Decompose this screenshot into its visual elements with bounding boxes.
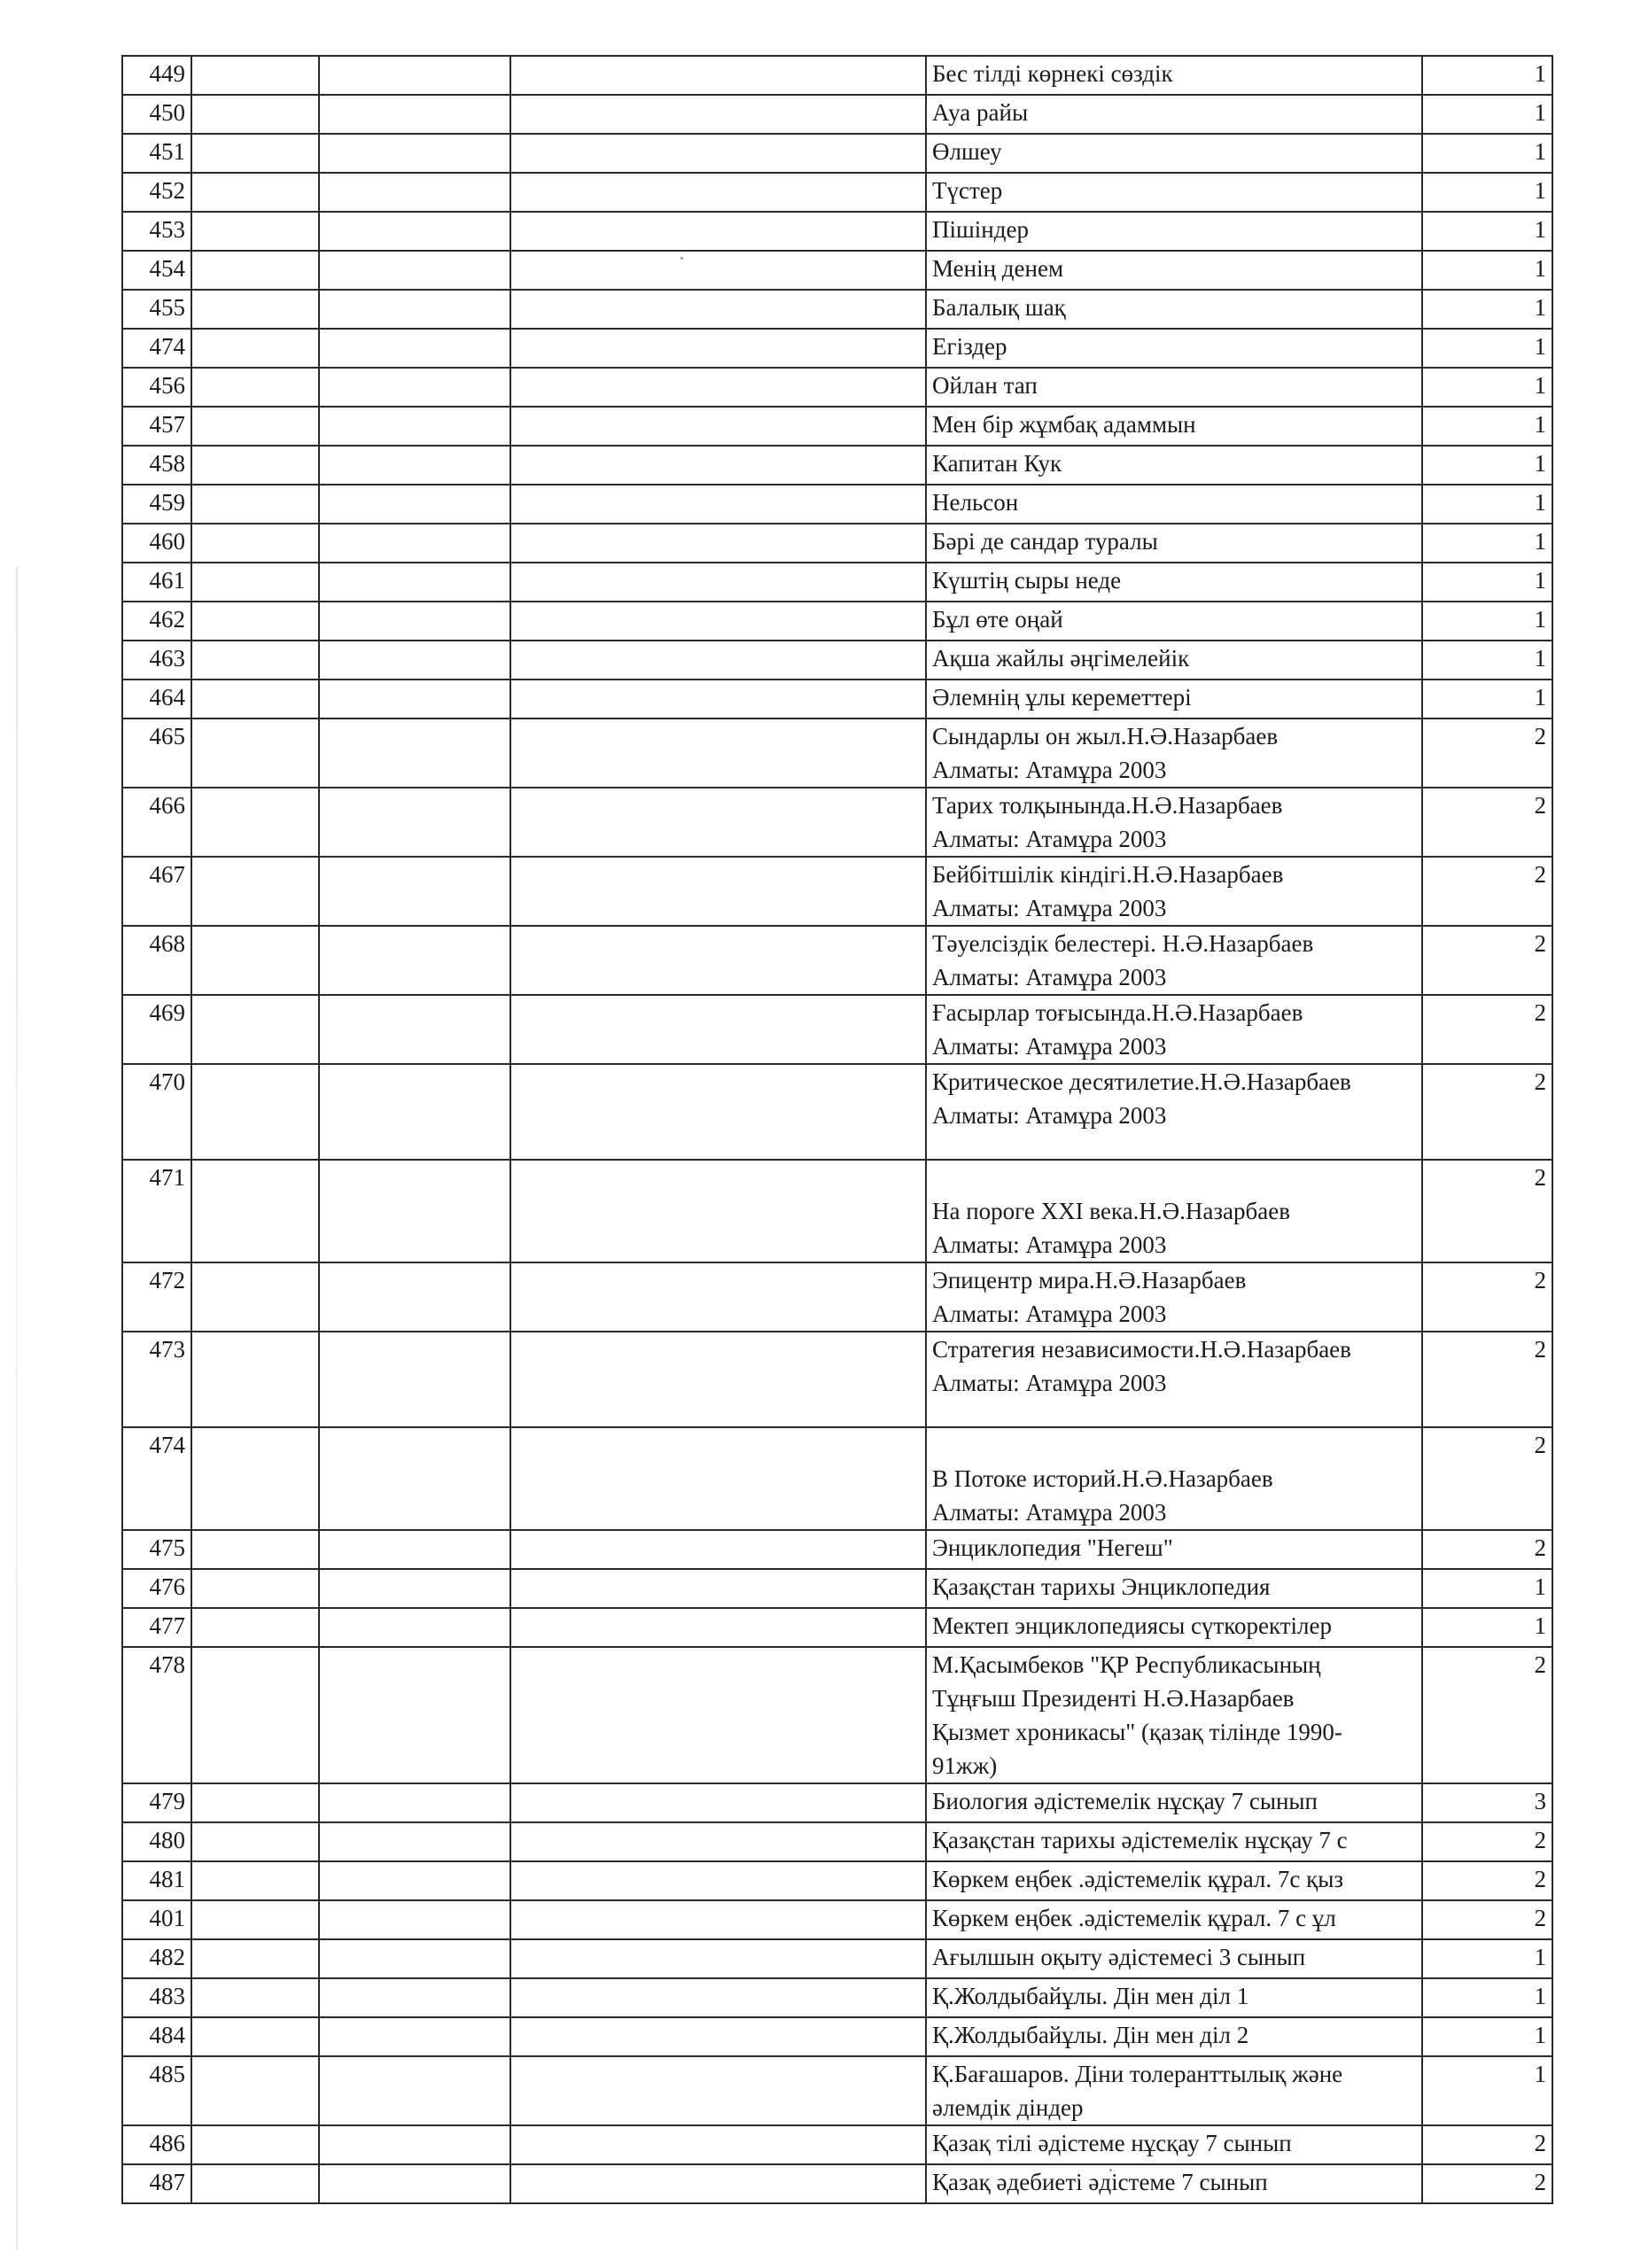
table-row: [122, 173, 1552, 212]
table-row: [122, 680, 1552, 718]
empty-cell-c: [319, 1783, 510, 1822]
row-number: 468: [122, 926, 191, 995]
row-number: 455: [122, 290, 191, 329]
empty-cell-c: [319, 2056, 510, 2125]
book-title: Бейбітшілік кіндігі.Н.Ә.Назарбаев Алматы: Атамұра 2003: [926, 857, 1422, 926]
empty-cell-c: [319, 788, 510, 857]
row-number: 458: [122, 446, 191, 485]
book-quantity: 1: [1422, 641, 1552, 680]
row-number: 469: [122, 995, 191, 1064]
empty-cell-c: [319, 641, 510, 680]
empty-cell-d: [510, 1160, 926, 1262]
empty-cell-b: [191, 926, 319, 995]
row-number: 463: [122, 641, 191, 680]
book-quantity: 1: [1422, 680, 1552, 718]
empty-cell-c: [319, 1900, 510, 1939]
book-quantity: 1: [1422, 368, 1552, 407]
empty-cell-d: [510, 1530, 926, 1569]
table-row: [122, 1332, 1552, 1427]
table-row: [122, 1939, 1552, 1978]
book-title: Мен бір жұмбақ адаммын: [926, 407, 1422, 446]
empty-cell-d: [510, 718, 926, 788]
row-number: 462: [122, 602, 191, 641]
table-row: [122, 1160, 1552, 1262]
table-row: [122, 2125, 1552, 2164]
book-inventory-sheet: [121, 55, 1552, 2204]
empty-cell-c: [319, 718, 510, 788]
empty-cell-d: [510, 2017, 926, 2056]
empty-cell-d: [510, 2056, 926, 2125]
book-title: Бес тілді көрнекі сөздік: [926, 56, 1422, 95]
book-title: Қазақстан тарихы Энциклопедия: [926, 1569, 1422, 1608]
book-title: Ойлан тап: [926, 368, 1422, 407]
empty-cell-b: [191, 718, 319, 788]
book-quantity: 2: [1422, 1900, 1552, 1939]
table-row: [122, 2164, 1552, 2203]
empty-cell-c: [319, 1608, 510, 1647]
row-number: 478: [122, 1647, 191, 1783]
empty-cell-c: [319, 2125, 510, 2164]
empty-cell-d: [510, 788, 926, 857]
empty-cell-d: [510, 926, 926, 995]
book-title: Қ.Бағашаров. Діни толеранттылық және әлемдік діндер: [926, 2056, 1422, 2125]
book-title: В Потоке историй.Н.Ә.Назарбаев Алматы: Атамұра 2003: [926, 1427, 1422, 1530]
empty-cell-d: [510, 95, 926, 134]
table-row: [122, 1783, 1552, 1822]
book-quantity: 1: [1422, 602, 1552, 641]
empty-cell-c: [319, 680, 510, 718]
row-number: 475: [122, 1530, 191, 1569]
table-row: [122, 718, 1552, 788]
book-title: Көркем еңбек .әдістемелік құрал. 7с қыз: [926, 1861, 1422, 1900]
book-quantity: 1: [1422, 2017, 1552, 2056]
book-quantity: 2: [1422, 857, 1552, 926]
table-row: [122, 134, 1552, 173]
book-quantity: 2: [1422, 788, 1552, 857]
empty-cell-d: [510, 1939, 926, 1978]
book-quantity: 1: [1422, 2056, 1552, 2125]
empty-cell-d: [510, 1900, 926, 1939]
book-title: Стратегия независимости.Н.Ә.Назарбаев Алматы: Атамұра 2003: [926, 1332, 1422, 1427]
book-title: Тарих толқынында.Н.Ә.Назарбаев Алматы: Атамұра 2003: [926, 788, 1422, 857]
book-quantity: 2: [1422, 1064, 1552, 1160]
empty-cell-c: [319, 1262, 510, 1332]
row-number: 476: [122, 1569, 191, 1608]
book-title: Қазақстан тарихы әдістемелік нұсқау 7 с: [926, 1822, 1422, 1861]
empty-cell-c: [319, 368, 510, 407]
empty-cell-c: [319, 485, 510, 524]
empty-cell-b: [191, 1332, 319, 1427]
table-row: [122, 407, 1552, 446]
row-number: 470: [122, 1064, 191, 1160]
table-row: [122, 524, 1552, 563]
empty-cell-c: [319, 290, 510, 329]
empty-cell-b: [191, 1939, 319, 1978]
empty-cell-c: [319, 926, 510, 995]
empty-cell-c: [319, 212, 510, 251]
empty-cell-b: [191, 329, 319, 368]
empty-cell-b: [191, 407, 319, 446]
book-quantity: 1: [1422, 1978, 1552, 2017]
table-row: [122, 1900, 1552, 1939]
book-title: Критическое десятилетие.Н.Ә.Назарбаев Алматы: Атамұра 2003: [926, 1064, 1422, 1160]
book-title: На пороге XXI века.Н.Ә.Назарбаев Алматы: Атамұра 2003: [926, 1160, 1422, 1262]
empty-cell-c: [319, 1978, 510, 2017]
empty-cell-b: [191, 2056, 319, 2125]
empty-cell-b: [191, 788, 319, 857]
row-number: 459: [122, 485, 191, 524]
book-title: Қ.Жолдыбайұлы. Дін мен діл 2: [926, 2017, 1422, 2056]
empty-cell-c: [319, 524, 510, 563]
empty-cell-d: [510, 2164, 926, 2203]
book-quantity: 2: [1422, 1861, 1552, 1900]
book-quantity: 2: [1422, 718, 1552, 788]
book-title: Сындарлы он жыл.Н.Ә.Назарбаев Алматы: Атамұра 2003: [926, 718, 1422, 788]
book-title: Менің денем: [926, 251, 1422, 290]
book-quantity: 2: [1422, 1332, 1552, 1427]
book-title: Күштің сыры неде: [926, 563, 1422, 602]
book-quantity: 2: [1422, 926, 1552, 995]
book-quantity: 3: [1422, 1783, 1552, 1822]
table-row: [122, 95, 1552, 134]
empty-cell-b: [191, 1978, 319, 2017]
row-number: 487: [122, 2164, 191, 2203]
empty-cell-d: [510, 602, 926, 641]
book-title: Ақша жайлы әңгімелейік: [926, 641, 1422, 680]
row-number: 454: [122, 251, 191, 290]
row-number: 473: [122, 1332, 191, 1427]
empty-cell-c: [319, 1530, 510, 1569]
row-number: 401: [122, 1900, 191, 1939]
row-number: 465: [122, 718, 191, 788]
empty-cell-c: [319, 563, 510, 602]
book-title: Ауа райы: [926, 95, 1422, 134]
empty-cell-d: [510, 1861, 926, 1900]
book-title: Ағылшын оқыту әдістемесі 3 сынып: [926, 1939, 1422, 1978]
empty-cell-b: [191, 1822, 319, 1861]
book-quantity: 2: [1422, 1822, 1552, 1861]
book-title: Әлемнің ұлы кереметтері: [926, 680, 1422, 718]
empty-cell-c: [319, 1861, 510, 1900]
book-title: Көркем еңбек .әдістемелік құрал. 7 с ұл: [926, 1900, 1422, 1939]
empty-cell-d: [510, 563, 926, 602]
book-quantity: 2: [1422, 1427, 1552, 1530]
book-title: Мектеп энциклопедиясы сүткоректілер: [926, 1608, 1422, 1647]
row-number: 474: [122, 1427, 191, 1530]
book-quantity: 1: [1422, 407, 1552, 446]
empty-cell-b: [191, 134, 319, 173]
empty-cell-d: [510, 524, 926, 563]
book-quantity: 1: [1422, 56, 1552, 95]
table-row: [122, 56, 1552, 95]
empty-cell-b: [191, 1569, 319, 1608]
empty-cell-d: [510, 290, 926, 329]
empty-cell-d: [510, 857, 926, 926]
empty-cell-b: [191, 2164, 319, 2203]
book-quantity: 2: [1422, 2125, 1552, 2164]
row-number: 486: [122, 2125, 191, 2164]
book-quantity: 2: [1422, 1647, 1552, 1783]
table-row: [122, 290, 1552, 329]
book-quantity: 1: [1422, 173, 1552, 212]
book-title: Энциклопедия "Негеш": [926, 1530, 1422, 1569]
book-title: Егіздер: [926, 329, 1422, 368]
empty-cell-b: [191, 1900, 319, 1939]
row-number: 482: [122, 1939, 191, 1978]
book-title: М.Қасымбеков "ҚР Республикасының Тұңғыш Президенті Н.Ә.Назарбаев Қызмет хроникасы" (қазақ тілінде 1990- 91жж): [926, 1647, 1422, 1783]
book-title: Балалық шақ: [926, 290, 1422, 329]
empty-cell-b: [191, 1530, 319, 1569]
row-number: 450: [122, 95, 191, 134]
book-quantity: 2: [1422, 1530, 1552, 1569]
row-number: 479: [122, 1783, 191, 1822]
empty-cell-b: [191, 641, 319, 680]
empty-cell-c: [319, 1332, 510, 1427]
table-row: [122, 1978, 1552, 2017]
book-quantity: 1: [1422, 1569, 1552, 1608]
empty-cell-b: [191, 485, 319, 524]
table-row: [122, 1064, 1552, 1160]
empty-cell-b: [191, 368, 319, 407]
table-row: [122, 995, 1552, 1064]
empty-cell-c: [319, 329, 510, 368]
table-body: [122, 56, 1552, 2203]
book-quantity: 1: [1422, 134, 1552, 173]
row-number: 452: [122, 173, 191, 212]
row-number: 460: [122, 524, 191, 563]
empty-cell-c: [319, 2017, 510, 2056]
book-quantity: 1: [1422, 329, 1552, 368]
row-number: 472: [122, 1262, 191, 1332]
empty-cell-c: [319, 1939, 510, 1978]
empty-cell-b: [191, 2125, 319, 2164]
book-quantity: 1: [1422, 563, 1552, 602]
book-quantity: 2: [1422, 1262, 1552, 1332]
table-row: [122, 926, 1552, 995]
empty-cell-b: [191, 524, 319, 563]
empty-cell-d: [510, 446, 926, 485]
empty-cell-c: [319, 446, 510, 485]
empty-cell-d: [510, 407, 926, 446]
empty-cell-b: [191, 680, 319, 718]
table-row: [122, 212, 1552, 251]
empty-cell-d: [510, 995, 926, 1064]
book-title: Ғасырлар тоғысында.Н.Ә.Назарбаев Алматы: Атамұра 2003: [926, 995, 1422, 1064]
empty-cell-c: [319, 2164, 510, 2203]
table-row: [122, 1569, 1552, 1608]
book-quantity: 1: [1422, 290, 1552, 329]
empty-cell-d: [510, 1608, 926, 1647]
empty-cell-d: [510, 1064, 926, 1160]
book-title: Қазақ әдебиеті әдістеме 7 сынып: [926, 2164, 1422, 2203]
scan-edge-shadow: [16, 567, 18, 2250]
empty-cell-c: [319, 95, 510, 134]
empty-cell-d: [510, 680, 926, 718]
empty-cell-b: [191, 857, 319, 926]
empty-cell-d: [510, 251, 926, 290]
empty-cell-c: [319, 1064, 510, 1160]
empty-cell-b: [191, 563, 319, 602]
empty-cell-d: [510, 1427, 926, 1530]
empty-cell-d: [510, 1569, 926, 1608]
row-number: 451: [122, 134, 191, 173]
empty-cell-c: [319, 134, 510, 173]
row-number: 449: [122, 56, 191, 95]
table-row: [122, 368, 1552, 407]
empty-cell-c: [319, 1569, 510, 1608]
table-row: [122, 2056, 1552, 2125]
empty-cell-d: [510, 485, 926, 524]
empty-cell-d: [510, 1332, 926, 1427]
empty-cell-b: [191, 2017, 319, 2056]
row-number: 483: [122, 1978, 191, 2017]
table-row: [122, 788, 1552, 857]
empty-cell-d: [510, 173, 926, 212]
empty-cell-b: [191, 1783, 319, 1822]
empty-cell-c: [319, 56, 510, 95]
table-row: [122, 485, 1552, 524]
empty-cell-d: [510, 329, 926, 368]
empty-cell-d: [510, 1262, 926, 1332]
book-quantity: 1: [1422, 95, 1552, 134]
book-title: Пішіндер: [926, 212, 1422, 251]
empty-cell-d: [510, 1647, 926, 1783]
table-row: [122, 1822, 1552, 1861]
row-number: 461: [122, 563, 191, 602]
empty-cell-b: [191, 446, 319, 485]
table-row: [122, 1647, 1552, 1783]
book-title: Бәрі де сандар туралы: [926, 524, 1422, 563]
table-row: [122, 329, 1552, 368]
row-number: 457: [122, 407, 191, 446]
row-number: 467: [122, 857, 191, 926]
table-row: [122, 1530, 1552, 1569]
row-number: 471: [122, 1160, 191, 1262]
empty-cell-d: [510, 1783, 926, 1822]
table-row: [122, 641, 1552, 680]
empty-cell-c: [319, 1647, 510, 1783]
empty-cell-c: [319, 602, 510, 641]
book-quantity: 2: [1422, 2164, 1552, 2203]
book-quantity: 1: [1422, 485, 1552, 524]
book-quantity: 1: [1422, 1939, 1552, 1978]
table-row: [122, 602, 1552, 641]
empty-cell-b: [191, 1064, 319, 1160]
row-number: 484: [122, 2017, 191, 2056]
empty-cell-b: [191, 173, 319, 212]
table-row: [122, 2017, 1552, 2056]
empty-cell-d: [510, 56, 926, 95]
empty-cell-d: [510, 212, 926, 251]
empty-cell-b: [191, 1262, 319, 1332]
book-title: Қазақ тілі әдістеме нұсқау 7 сынып: [926, 2125, 1422, 2164]
empty-cell-c: [319, 173, 510, 212]
empty-cell-d: [510, 134, 926, 173]
book-title: Капитан Кук: [926, 446, 1422, 485]
empty-cell-c: [319, 1160, 510, 1262]
book-title: Түстер: [926, 173, 1422, 212]
empty-cell-b: [191, 212, 319, 251]
table-row: [122, 251, 1552, 290]
empty-cell-b: [191, 95, 319, 134]
empty-cell-d: [510, 368, 926, 407]
book-quantity: 2: [1422, 995, 1552, 1064]
book-title: Нельсон: [926, 485, 1422, 524]
book-title: Тәуелсіздік белестері. Н.Ә.Назарбаев Алматы: Атамұра 2003: [926, 926, 1422, 995]
table-row: [122, 1262, 1552, 1332]
row-number: 474: [122, 329, 191, 368]
table-row: [122, 1861, 1552, 1900]
empty-cell-b: [191, 1427, 319, 1530]
empty-cell-c: [319, 1822, 510, 1861]
table-row: [122, 857, 1552, 926]
empty-cell-b: [191, 602, 319, 641]
table-row: [122, 563, 1552, 602]
book-title: Қ.Жолдыбайұлы. Дін мен діл 1: [926, 1978, 1422, 2017]
table-row: [122, 446, 1552, 485]
empty-cell-b: [191, 1160, 319, 1262]
row-number: 453: [122, 212, 191, 251]
empty-cell-b: [191, 1861, 319, 1900]
empty-cell-c: [319, 1427, 510, 1530]
book-inventory-table: [121, 55, 1553, 2204]
table-row: [122, 1427, 1552, 1530]
row-number: 477: [122, 1608, 191, 1647]
empty-cell-b: [191, 1647, 319, 1783]
book-quantity: 2: [1422, 1160, 1552, 1262]
empty-cell-b: [191, 56, 319, 95]
row-number: 485: [122, 2056, 191, 2125]
empty-cell-c: [319, 251, 510, 290]
empty-cell-c: [319, 407, 510, 446]
empty-cell-d: [510, 641, 926, 680]
book-title: Өлшеу: [926, 134, 1422, 173]
book-title: Эпицентр мира.Н.Ә.Назарбаев Алматы: Атамұра 2003: [926, 1262, 1422, 1332]
book-quantity: 1: [1422, 212, 1552, 251]
book-quantity: 1: [1422, 446, 1552, 485]
empty-cell-b: [191, 251, 319, 290]
empty-cell-d: [510, 2125, 926, 2164]
empty-cell-c: [319, 995, 510, 1064]
book-quantity: 1: [1422, 251, 1552, 290]
book-quantity: 1: [1422, 1608, 1552, 1647]
book-quantity: 1: [1422, 524, 1552, 563]
empty-cell-d: [510, 1978, 926, 2017]
empty-cell-b: [191, 290, 319, 329]
table-row: [122, 1608, 1552, 1647]
empty-cell-d: [510, 1822, 926, 1861]
row-number: 466: [122, 788, 191, 857]
empty-cell-b: [191, 1608, 319, 1647]
empty-cell-b: [191, 995, 319, 1064]
row-number: 481: [122, 1861, 191, 1900]
row-number: 464: [122, 680, 191, 718]
empty-cell-c: [319, 857, 510, 926]
book-title: Бұл өте оңай: [926, 602, 1422, 641]
row-number: 456: [122, 368, 191, 407]
row-number: 480: [122, 1822, 191, 1861]
book-title: Биология әдістемелік нұсқау 7 сынып: [926, 1783, 1422, 1822]
